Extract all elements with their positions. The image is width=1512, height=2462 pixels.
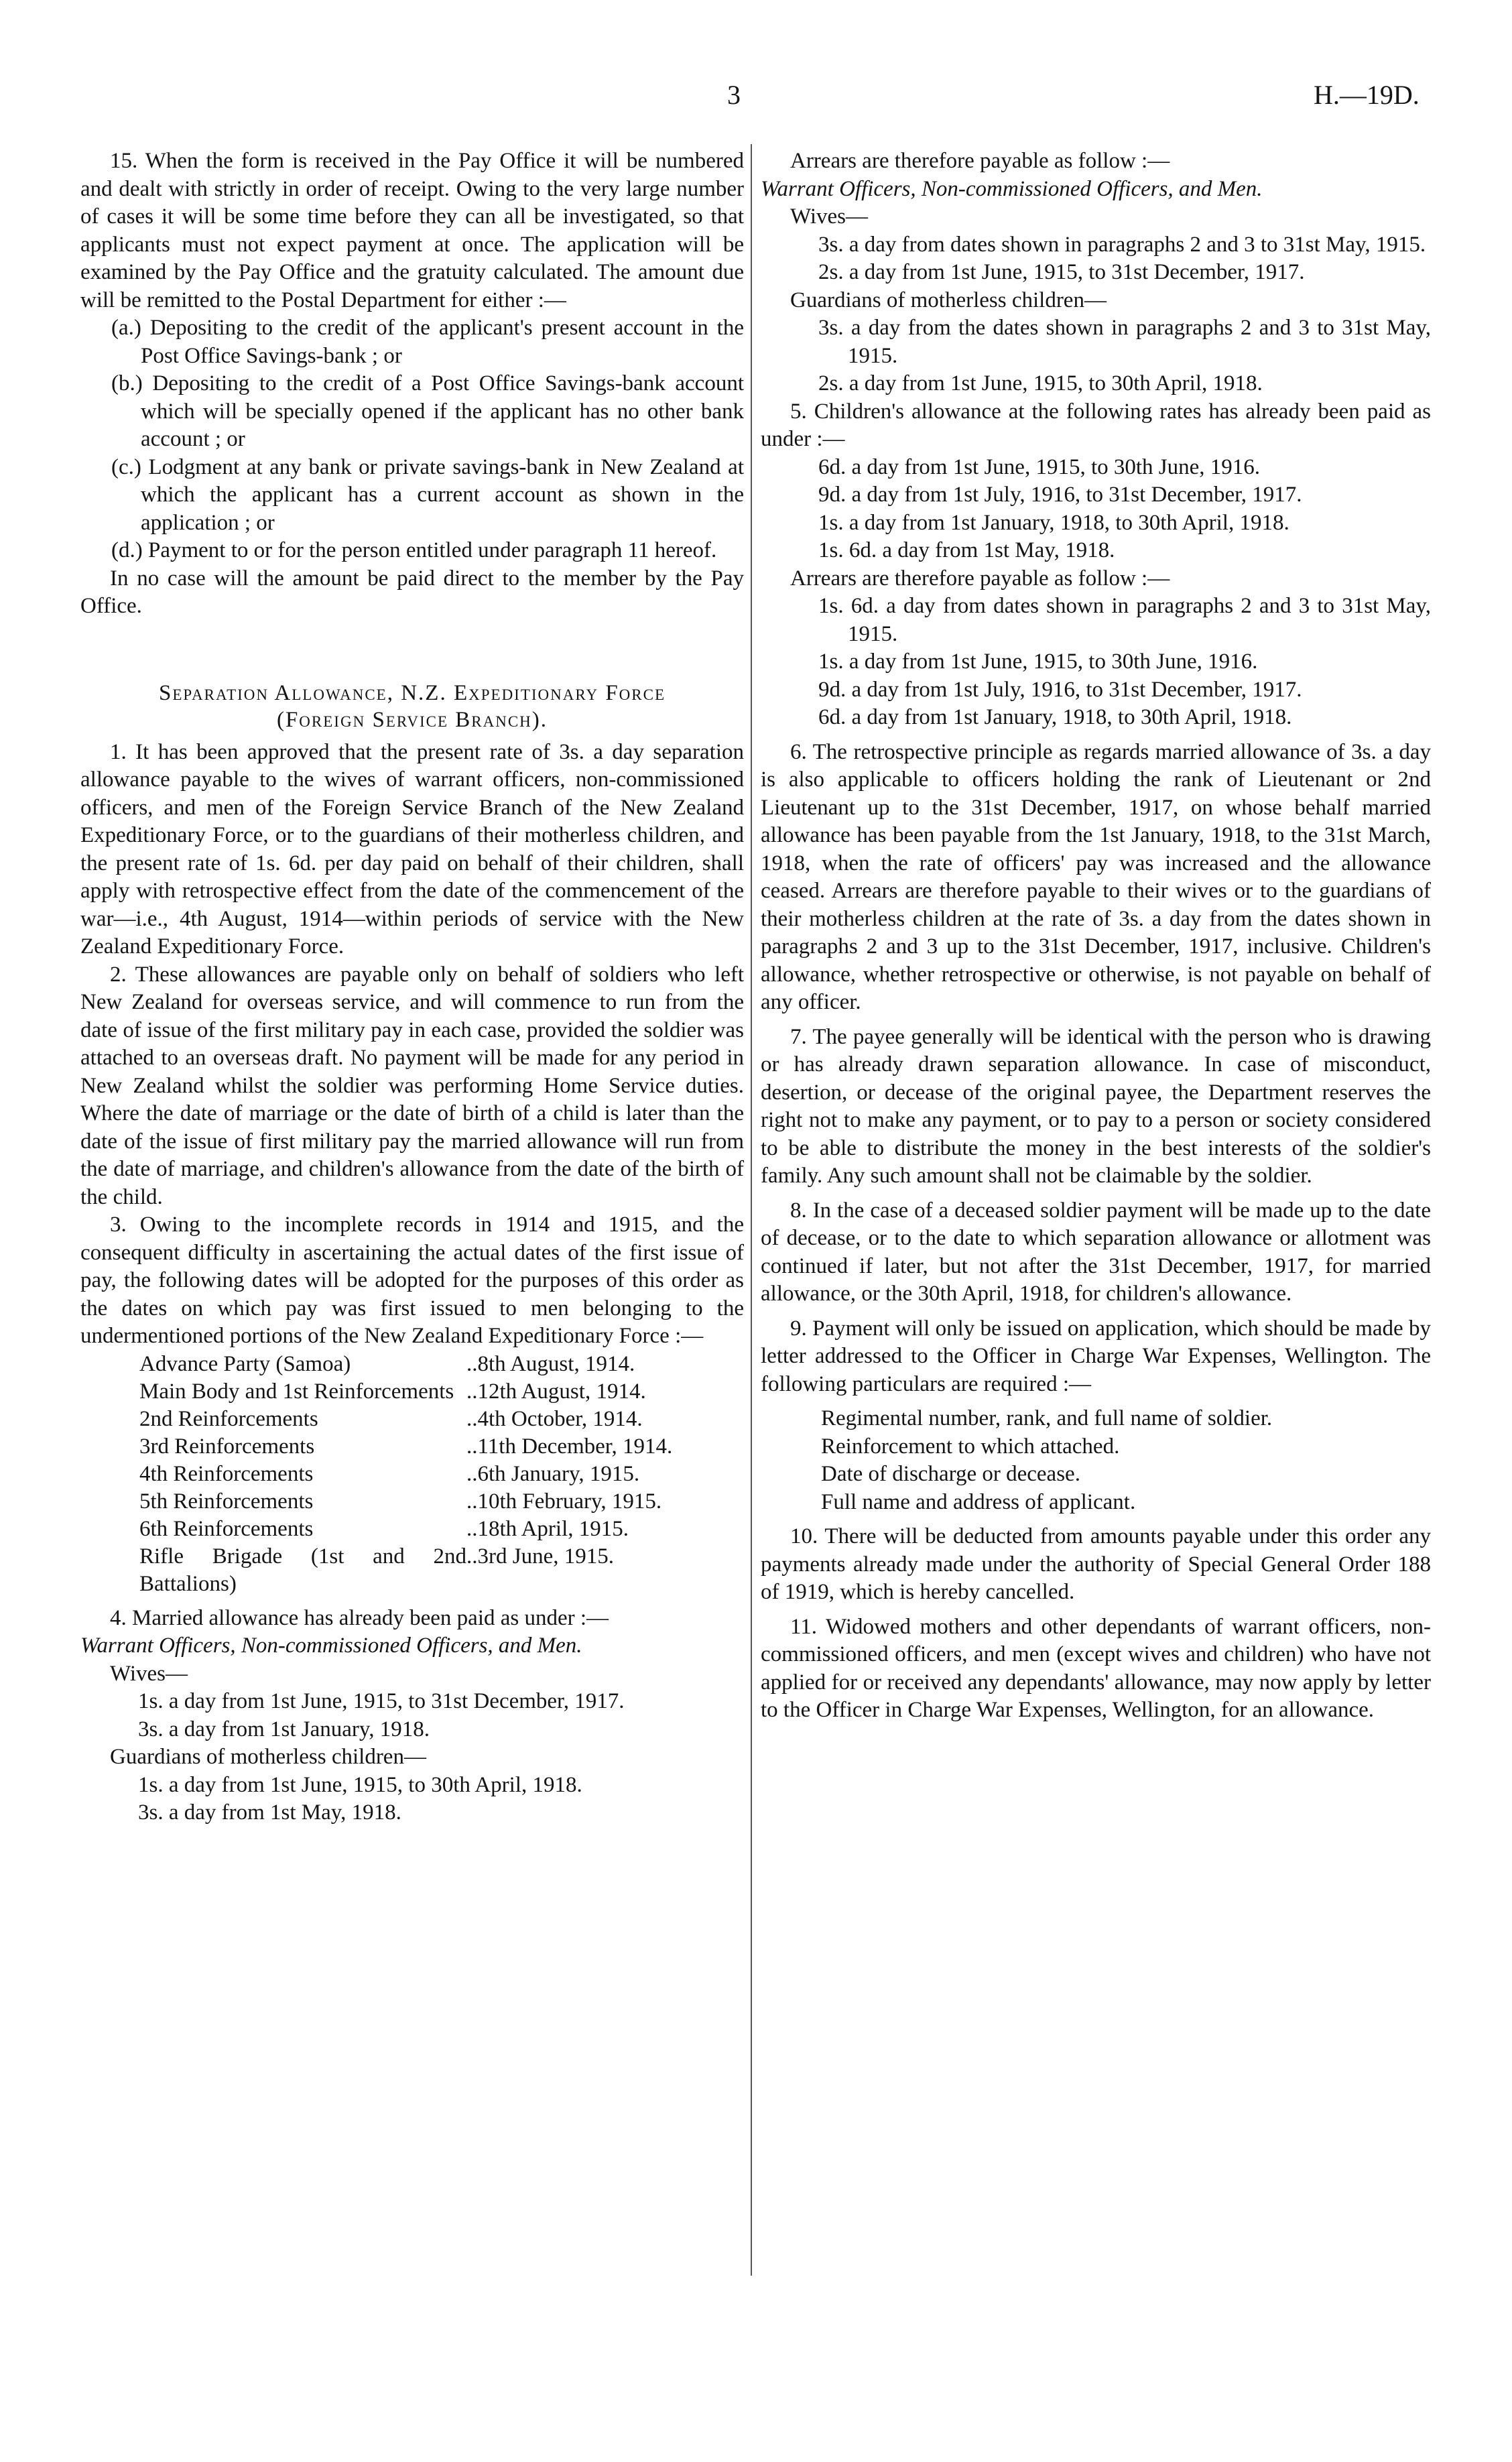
list-item: 3s. a day from 1st May, 1918. [138,1800,401,1825]
force-name: 6th Reinforcements [139,1516,314,1541]
table-row [139,1378,699,1406]
paragraph-6: 6. The retrospective principle as regards married allowance of 3s. a day is also applicable to officers holding the rank of Lieutenant or 2nd Lieutenant up to the 31st December, 1917, on whose behalf married allowance has been payable from the 1st January, 1918, to the 31st March, 1918, when the rate of officers' pay was increased and the allowance ceased. Arrears are therefore payable to their wives or to the guardians of their motherless children at the rate of 3s. a day from the dates shown in paragraphs 2 and 3 up to the 31st December, 1917, inclusive. Children's allowance, whether retrospective or otherwise, is not payable on behalf of any officer. [761,739,1431,1014]
table-row [139,1516,699,1543]
list-item: 1s. 6d. a day from 1st May, 1918. [818,538,1115,562]
leader-dots: .. [466,1379,478,1404]
list-item: 3s. a day from 1st January, 1918. [138,1717,430,1741]
table-row [139,1543,699,1598]
list-item: (d.) Payment to or for the person entitled under paragraph 11 hereof. [111,538,717,562]
list-item: 1s. a day from 1st June, 1915, to 30th April, 1918. [138,1772,582,1797]
paragraph-3: 3. Owing to the incomplete records in 1914 and 1915, and the consequent difficulty in ascertaining the actual dates of the first issue of pay, the following dates will be adopted for the purposes of this order as the dates on which pay was first issued to men belonging to the undermentioned portions of the New Zealand Expeditionary Force :— [80,1213,744,1348]
leader-dots: .. [466,1544,478,1568]
column-divider [751,144,752,2276]
force-name: Advance Party (Samoa) [139,1351,351,1376]
leader-dots: .. [466,1516,478,1541]
leader-dots: .. [466,1489,478,1514]
spacer [761,1607,1431,1613]
section-heading [80,680,744,733]
spacer [80,1598,744,1605]
pay-date: 11th December, 1914. [477,1434,673,1459]
list-item: 2s. a day from 1st June, 1915, to 31st December, 1917. [818,260,1305,284]
pay-date: 18th April, 1915. [477,1516,629,1541]
pay-date: 8th August, 1914. [477,1351,635,1376]
paragraph-10: 10. There will be deducted from amounts payable under this order any payments already made under the authority of Special General Order 188 of 1919, which is hereby cancelled. [761,1524,1431,1604]
spacer [761,1398,1431,1405]
pay-date: 4th October, 1914. [477,1406,643,1431]
paragraph-2: 2. These allowances are payable only on behalf of soldiers who left New Zealand for overseas service, and will commence to run from the date of issue of the first military pay in each case, provided the soldier was attached to an overseas draft. No payment will be made for any period in New Zealand whilst the soldier was performing Home Service duties. Where the date of marriage or the date of birth of a child is later than the date of the issue of first military pay the married allowance will run from the date of marriage, and children's allowance from the date of the birth of the child. [80,962,744,1209]
spacer [761,1190,1431,1197]
list-item: (b.) Depositing to the credit of a Post Office Savings-bank account which will be specially opened if the applicant has no other bank account ; or [111,371,744,451]
list-item: 1s. a day from 1st June, 1915, to 30th June, 1916. [818,650,1258,674]
leader-dots: .. [466,1434,478,1459]
table-row [139,1461,699,1488]
right-column [761,147,1431,1725]
list-item: Full name and address of applicant. [821,1489,1136,1514]
force-name: Rifle Brigade (1st and 2nd Battalions) [139,1544,466,1596]
arrears-heading: Arrears are therefore payable as follow :— [790,566,1170,591]
paragraph-7: 7. The payee generally will be identical with the person who is drawing or has already drawn separation allowance. In case of misconduct, desertion, or decease of the original payee, the Department reserves the right not to make any payment, or to pay to a person or society considered to be able to distribute the money in the best interests of the soldier's family. Any such amount shall not be claimable by the soldier. [761,1024,1431,1188]
table-row [139,1488,699,1516]
pay-date: 6th January, 1915. [477,1461,640,1486]
list-item: Date of discharge or decease. [821,1462,1080,1486]
paragraph-4: 4. Married allowance has already been paid as under :— [110,1605,609,1630]
spacer [761,1308,1431,1315]
spacer [761,1516,1431,1523]
page-number: 3 [727,80,741,110]
rank-class-heading: Warrant Officers, Non-commissioned Officers, and Men. [761,176,1263,201]
leader-dots: .. [466,1461,478,1486]
document-reference: H.—19D. [1314,80,1420,110]
paragraph-1: 1. It has been approved that the present rate of 3s. a day separation allowance payable to the wives of warrant officers, non-commissioned officers, and men of the Foreign Service Branch of the New Zealand Expeditionary Force, or to the guardians of their motherless children, and the present rate of 1s. 6d. per day paid on behalf of their children, shall apply with retrospective effect from the date of the commencement of the war—i.e., 4th August, 1914—within periods of service with the New Zealand Expeditionary Force. [80,739,744,959]
list-item: (c.) Lodgment at any bank or private savings-bank in New Zealand at which the applicant has a current account as shown in the application ; or [111,454,744,535]
paragraph-15: 15. When the form is received in the Pay Office it will be numbered and dealt with strictly in order of receipt. Owing to the very large number of cases it will be some time before they can all be investigated, so that applicants must not expect payment at once. The application will be examined by the Pay Office and the gratuity calculated. The amount due will be remitted to the Postal Department for either :— [80,149,744,312]
paragraph-8: 8. In the case of a deceased soldier payment will be made up to the date of decease, or to the date to which separation allowance or allotment was continued if later, but not after the 31st December, 1917, for married allowance, or the 30th April, 1918, for children's allowance. [761,1198,1431,1306]
list-item: 1s. a day from 1st January, 1918, to 30th April, 1918. [818,510,1289,535]
paragraph-11: 11. Widowed mothers and other dependants of warrant officers, non-commissioned officers, and men (except wives and children) who have not applied for or received any dependants' allowance, may now apply by letter to the Officer in Charge War Expenses, Wellington, for an allowance. [761,1614,1431,1722]
list-item: 6d. a day from 1st January, 1918, to 30th April, 1918. [818,705,1292,729]
list-item: Reinforcement to which attached. [821,1434,1120,1459]
list-item: 1s. 6d. a day from dates shown in paragraphs 2 and 3 to 31st May, 1915. [818,594,1431,646]
pay-date: 12th August, 1914. [477,1379,646,1404]
list-item: 2s. a day from 1st June, 1915, to 30th April, 1918. [818,371,1263,395]
wives-heading: Wives— [790,204,868,229]
table-row [139,1406,699,1433]
list-item: 6d. a day from 1st June, 1915, to 30th June, 1916. [818,454,1261,479]
heading-line-2: (Foreign Service Branch). [276,707,548,732]
force-name: 4th Reinforcements [139,1461,314,1486]
spacer [761,732,1431,739]
left-column [80,147,744,1827]
list-item: 3s. a day from dates shown in paragraphs 2 and 3 to 31st May, 1915. [818,232,1426,257]
paragraph-9: 9. Payment will only be issued on application, which should be made by letter addressed to the Officer in Charge War Expenses, Wellington. The following particulars are required :— [761,1316,1431,1396]
leader-dots: .. [466,1351,478,1376]
wives-heading: Wives— [110,1661,188,1686]
guardians-heading: Guardians of motherless children— [790,288,1107,312]
list-item: 9d. a day from 1st July, 1916, to 31st December, 1917. [818,483,1302,507]
table-row [139,1433,699,1461]
paragraph-15-end: In no case will the amount be paid direct to the member by the Pay Office. [80,566,744,618]
pay-date: 3rd June, 1915. [477,1544,614,1568]
list-item: 3s. a day from the dates shown in paragraphs 2 and 3 to 31st May, 1915. [818,316,1431,368]
pay-date: 10th February, 1915. [477,1489,662,1514]
force-name: Main Body and 1st Reinforcements [139,1379,454,1404]
leader-dots: .. [466,1406,478,1431]
paragraph-5: 5. Children's allowance at the following rates has already been paid as under :— [761,399,1431,451]
spacer [761,1017,1431,1024]
list-item: Regimental number, rank, and full name of soldier. [821,1406,1273,1430]
arrears-heading: Arrears are therefore payable as follow :— [790,149,1170,173]
force-name: 2nd Reinforcements [139,1406,318,1431]
list-item: (a.) Depositing to the credit of the applicant's present account in the Post Office Savings-bank ; or [111,316,744,368]
force-name: 5th Reinforcements [139,1489,314,1514]
reinforcement-dates-table [139,1351,699,1598]
table-row [139,1351,699,1378]
force-name: 3rd Reinforcements [139,1434,315,1459]
heading-line-1: Separation Allowance, N.Z. Expeditionary Force [158,680,666,705]
rank-class-heading: Warrant Officers, Non-commissioned Officers, and Men. [80,1634,582,1658]
guardians-heading: Guardians of motherless children— [110,1745,426,1769]
list-item: 1s. a day from 1st June, 1915, to 31st December, 1917. [138,1689,625,1713]
list-item: 9d. a day from 1st July, 1916, to 31st December, 1917. [818,677,1302,702]
